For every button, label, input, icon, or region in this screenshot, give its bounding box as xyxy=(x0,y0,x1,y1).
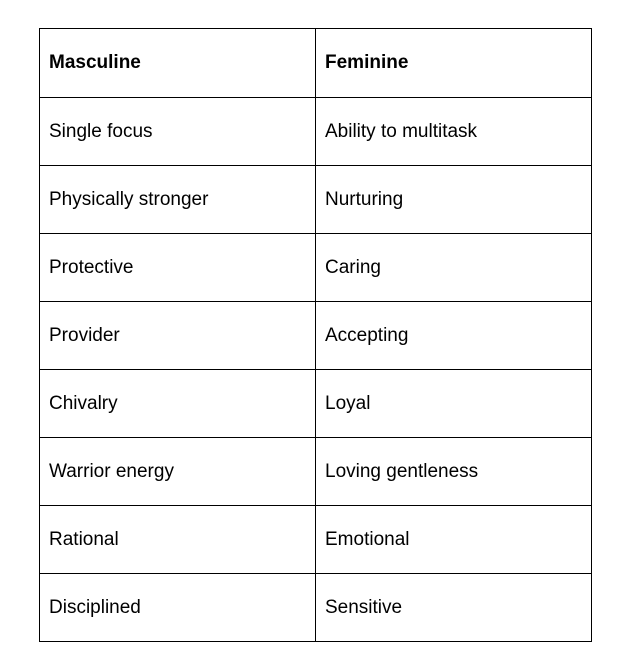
masculine-cell: Protective xyxy=(40,234,316,302)
table-row xyxy=(40,98,592,166)
feminine-cell: Loyal xyxy=(316,370,592,438)
masculine-cell: Rational xyxy=(40,506,316,574)
header-cell-masculine: Masculine xyxy=(40,29,316,98)
feminine-cell: Caring xyxy=(316,234,592,302)
table-row xyxy=(40,234,592,302)
feminine-cell: Nurturing xyxy=(316,166,592,234)
masculine-cell: Warrior energy xyxy=(40,438,316,506)
table-row xyxy=(40,438,592,506)
masculine-cell: Chivalry xyxy=(40,370,316,438)
table-header xyxy=(40,29,592,98)
masculine-cell: Single focus xyxy=(40,98,316,166)
table-row xyxy=(40,370,592,438)
table-body xyxy=(40,98,592,642)
feminine-cell: Emotional xyxy=(316,506,592,574)
feminine-cell: Ability to multitask xyxy=(316,98,592,166)
traits-table xyxy=(39,28,592,642)
feminine-cell: Accepting xyxy=(316,302,592,370)
masculine-cell: Provider xyxy=(40,302,316,370)
table-row xyxy=(40,302,592,370)
masculine-cell: Disciplined xyxy=(40,574,316,642)
table-row xyxy=(40,166,592,234)
feminine-cell: Loving gentleness xyxy=(316,438,592,506)
table-row xyxy=(40,506,592,574)
header-row xyxy=(40,29,592,98)
header-cell-feminine: Feminine xyxy=(316,29,592,98)
masculine-cell: Physically stronger xyxy=(40,166,316,234)
table-row xyxy=(40,574,592,642)
feminine-cell: Sensitive xyxy=(316,574,592,642)
